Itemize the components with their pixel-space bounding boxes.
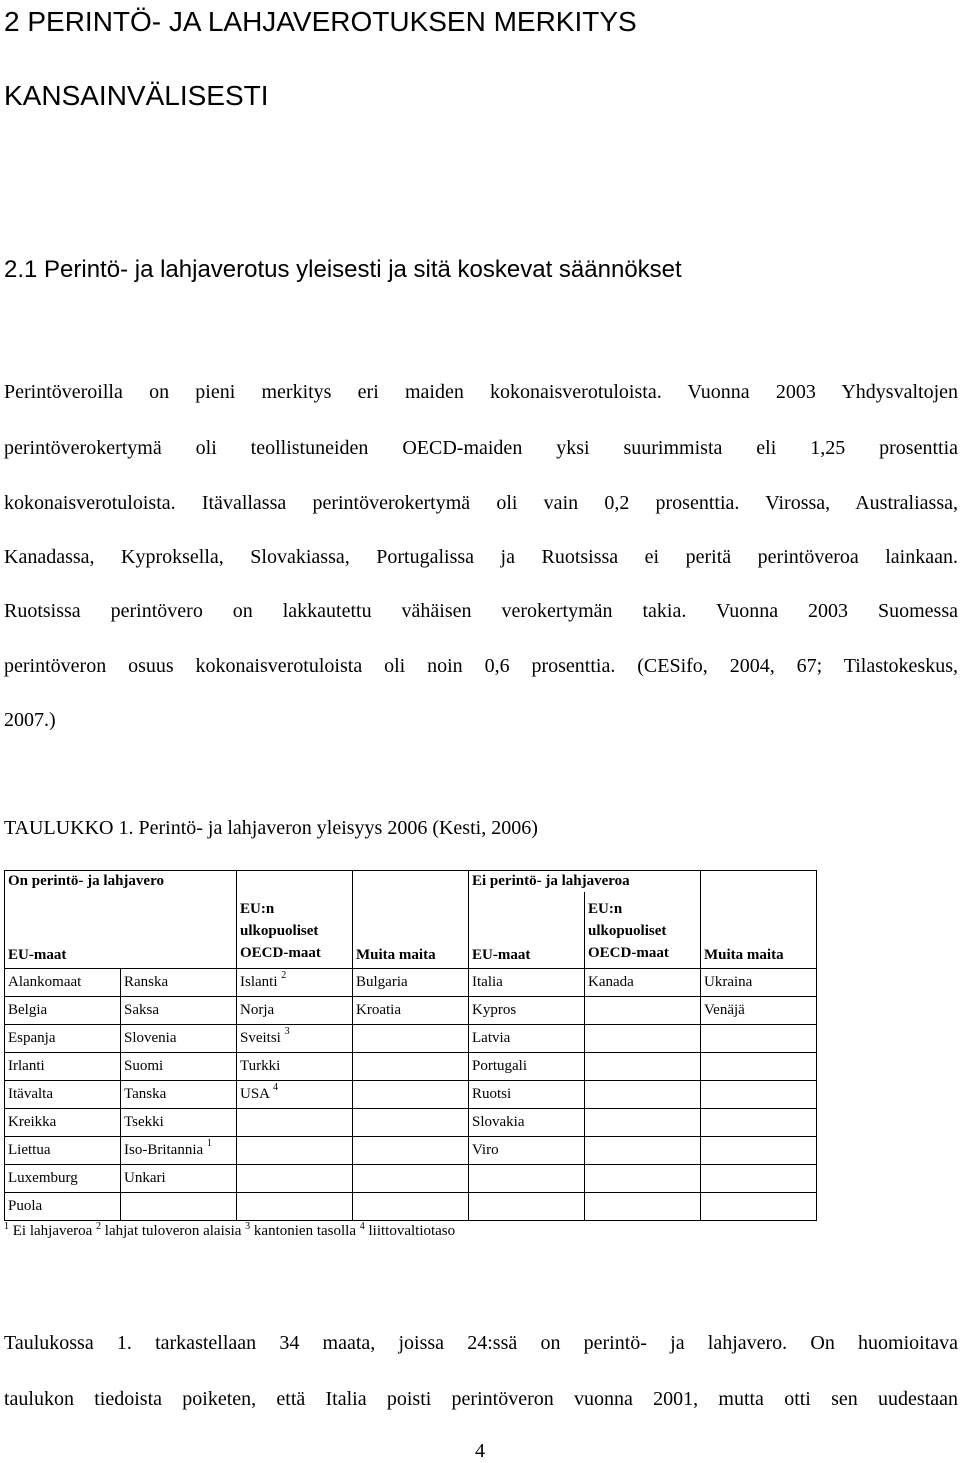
table-cell: [353, 997, 469, 1025]
table-cell: [701, 1137, 817, 1165]
cell-text: Sveitsi: [240, 1030, 281, 1046]
cell-text: Itävalta: [8, 1086, 53, 1102]
table-cell: [585, 1193, 701, 1221]
paragraph-line: Taulukossa 1. tarkastellaan 34 maata, joissa 24:ssä on perintö- ja lahjavero. On huomioitava: [4, 1332, 958, 1354]
footnote-mark: 3: [284, 1026, 290, 1037]
paragraph-line: Kanadassa, Kyproksella, Slovakiassa, Portugalissa ja Ruotsissa ei peritä perintöveroa lainkaan.: [4, 546, 958, 568]
cell-text: Kroatia: [356, 1002, 401, 1018]
col-header-eu: EU-maat: [469, 892, 585, 969]
footnote-mark: 4: [359, 1221, 365, 1232]
table-cell: [585, 1109, 701, 1137]
cell-text: Kypros: [472, 1002, 517, 1018]
footnote-text: kantonien tasolla: [253, 1223, 356, 1239]
table-cell: [585, 1137, 701, 1165]
cell-text: USA: [240, 1086, 270, 1102]
group-header-no-tax: Ei perintö- ja lahjaveroa: [469, 871, 701, 893]
cell-text: Belgia: [8, 1002, 48, 1018]
table-cell: [121, 1081, 237, 1109]
cell-text: Ruotsi: [472, 1086, 512, 1102]
table-cell: [5, 969, 121, 997]
cell-text: Suomi: [124, 1058, 164, 1074]
footnote-mark: 3: [245, 1221, 251, 1232]
table-cell: [237, 997, 353, 1025]
cell-text: Kanada: [588, 974, 634, 990]
table-row: [5, 1193, 817, 1221]
header-blank: [701, 871, 817, 893]
table-cell: [5, 1081, 121, 1109]
table-cell: [701, 1025, 817, 1053]
paragraph-line: kokonaisverotuloista. Itävallassa perintöverokertymä oli vain 0,2 prosenttia. Virossa, Australiassa,: [4, 492, 958, 514]
cell-text: Tsekki: [124, 1114, 164, 1130]
col-header-non-eu-oecd: [237, 892, 353, 969]
col-header-other: Muita maita: [353, 892, 469, 969]
table-cell: [5, 997, 121, 1025]
group-header-has-tax: On perintö- ja lahjavero: [5, 871, 237, 893]
table-cell: [353, 1193, 469, 1221]
col-header-text: EU:n: [588, 901, 623, 917]
section-heading: 2.1 Perintö- ja lahjaverotus yleisesti ja sitä koskevat säännökset: [4, 256, 682, 283]
table-cell: [469, 1193, 585, 1221]
cell-text: Saksa: [124, 1002, 159, 1018]
table-cell: [237, 1137, 353, 1165]
cell-text: Latvia: [472, 1030, 511, 1046]
table-row: [5, 1081, 817, 1109]
footnote-text: lahjat tuloveron alaisia: [104, 1223, 242, 1239]
table-cell: [469, 1081, 585, 1109]
table-row: [5, 969, 817, 997]
table-row: [5, 1165, 817, 1193]
table-cell: [469, 1137, 585, 1165]
table-cell: [701, 1053, 817, 1081]
table-cell: [237, 1025, 353, 1053]
chapter-heading-line2: KANSAINVÄLISESTI: [4, 80, 269, 111]
table-cell: [353, 1053, 469, 1081]
table-cell: [585, 1053, 701, 1081]
footnote-text: liittovaltiotaso: [368, 1223, 456, 1239]
table-row: [5, 1053, 817, 1081]
cell-text: Slovakia: [472, 1114, 525, 1130]
chapter-heading-line1: 2 PERINTÖ- JA LAHJAVEROTUKSEN MERKITYS: [4, 6, 637, 37]
col-header-other: Muita maita: [701, 892, 817, 969]
table-cell: [237, 1165, 353, 1193]
col-header-eu: EU-maat: [5, 892, 237, 969]
table-column-header-row: [5, 892, 817, 969]
cell-text: Irlanti: [8, 1058, 45, 1074]
cell-text: Alankomaat: [8, 974, 82, 990]
table-cell: [5, 1109, 121, 1137]
table-cell: [469, 1165, 585, 1193]
inheritance-tax-table: [4, 870, 817, 1221]
table-cell: [5, 1193, 121, 1221]
paragraph-line: Ruotsissa perintövero on lakkautettu vähäisen verokertymän takia. Vuonna 2003 Suomessa: [4, 600, 958, 622]
table-cell: [237, 969, 353, 997]
table-cell: [237, 1109, 353, 1137]
header-blank: [237, 871, 353, 893]
table-cell: [353, 969, 469, 997]
table-cell: [701, 1081, 817, 1109]
cell-text: Ranska: [124, 974, 169, 990]
table-cell: [121, 1193, 237, 1221]
table-caption: TAULUKKO 1. Perintö- ja lahjaveron yleisyys 2006 (Kesti, 2006): [4, 817, 538, 839]
cell-text: Unkari: [124, 1170, 166, 1186]
table-cell: [701, 969, 817, 997]
page-number: 4: [475, 1440, 485, 1462]
cell-text: Portugali: [472, 1058, 527, 1074]
table-cell: [237, 1053, 353, 1081]
table-cell: [353, 1025, 469, 1053]
table-row: [5, 1137, 817, 1165]
table-body: [5, 969, 817, 1221]
table-cell: [353, 1165, 469, 1193]
cell-text: Ukraina: [704, 974, 753, 990]
table-cell: [585, 1025, 701, 1053]
table-cell: [5, 1165, 121, 1193]
cell-text: Islanti: [240, 974, 278, 990]
col-header-non-eu-oecd: [585, 892, 701, 969]
cell-text: Venäjä: [704, 1002, 745, 1018]
table-cell: [237, 1081, 353, 1109]
table-group-header-row: [5, 871, 817, 893]
table-cell: [121, 997, 237, 1025]
table-cell: [701, 1165, 817, 1193]
table-cell: [121, 1165, 237, 1193]
cell-text: Espanja: [8, 1030, 56, 1046]
col-header-text: OECD-maat: [588, 945, 669, 961]
table-cell: [585, 1165, 701, 1193]
cell-text: Turkki: [240, 1058, 281, 1074]
table-cell: [585, 1081, 701, 1109]
cell-text: Liettua: [8, 1142, 51, 1158]
table-row: [5, 997, 817, 1025]
footnote-mark: 4: [272, 1082, 278, 1093]
table-cell: [585, 969, 701, 997]
footnote-text: Ei lahjaveroa: [12, 1223, 93, 1239]
cell-text: Luxemburg: [8, 1170, 78, 1186]
table-cell: [5, 1025, 121, 1053]
table-cell: [237, 1193, 353, 1221]
table-cell: [5, 1137, 121, 1165]
table-cell: [353, 1081, 469, 1109]
paragraph-line: taulukon tiedoista poiketen, että Italia poisti perintöveron vuonna 2001, mutta otti sen uudestaan: [4, 1388, 958, 1410]
cell-text: Puola: [8, 1198, 43, 1214]
paragraph-line: Perintöveroilla on pieni merkitys eri maiden kokonaisverotuloista. Vuonna 2003 Yhdysvaltojen: [4, 381, 958, 403]
table-cell: [121, 1025, 237, 1053]
cell-text: Italia: [472, 974, 503, 990]
footnote-mark: 2: [281, 970, 287, 981]
col-header-text: EU:n: [240, 901, 275, 917]
table-cell: [121, 969, 237, 997]
header-blank: [353, 871, 469, 893]
col-header-text: ulkopuoliset: [240, 923, 319, 939]
table-cell: [585, 997, 701, 1025]
table-row: [5, 1109, 817, 1137]
cell-text: Slovenia: [124, 1030, 177, 1046]
table-cell: [469, 1109, 585, 1137]
table-cell: [469, 1053, 585, 1081]
cell-text: Iso-Britannia: [124, 1142, 204, 1158]
table-cell: [121, 1109, 237, 1137]
table-cell: [5, 1053, 121, 1081]
cell-text: Tanska: [124, 1086, 167, 1102]
cell-text: Norja: [240, 1002, 275, 1018]
table-cell: [469, 969, 585, 997]
col-header-text: ulkopuoliset: [588, 923, 667, 939]
footnote-mark: 1: [4, 1221, 9, 1232]
table-cell: [353, 1109, 469, 1137]
table-cell: [353, 1137, 469, 1165]
paragraph-line: 2007.): [4, 709, 56, 731]
table-cell: [121, 1137, 237, 1165]
footnote-mark: 2: [96, 1221, 102, 1232]
table-cell: [469, 997, 585, 1025]
col-header-text: OECD-maat: [240, 945, 321, 961]
footnote-mark: 1: [206, 1138, 212, 1149]
cell-text: Viro: [472, 1142, 499, 1158]
cell-text: Kreikka: [8, 1114, 57, 1130]
table-footnotes: [4, 1223, 455, 1240]
cell-text: Bulgaria: [356, 974, 408, 990]
table-cell: [469, 1025, 585, 1053]
paragraph-line: perintöverokertymä oli teollistuneiden OECD-maiden yksi suurimmista eli 1,25 prosenttia: [4, 437, 958, 459]
table-cell: [121, 1053, 237, 1081]
table-cell: [701, 997, 817, 1025]
table-row: [5, 1025, 817, 1053]
paragraph-line: perintöveron osuus kokonaisverotuloista oli noin 0,6 prosenttia. (CESifo, 2004, 67; Tilastokeskus,: [4, 655, 958, 677]
table-cell: [701, 1109, 817, 1137]
table-cell: [701, 1193, 817, 1221]
